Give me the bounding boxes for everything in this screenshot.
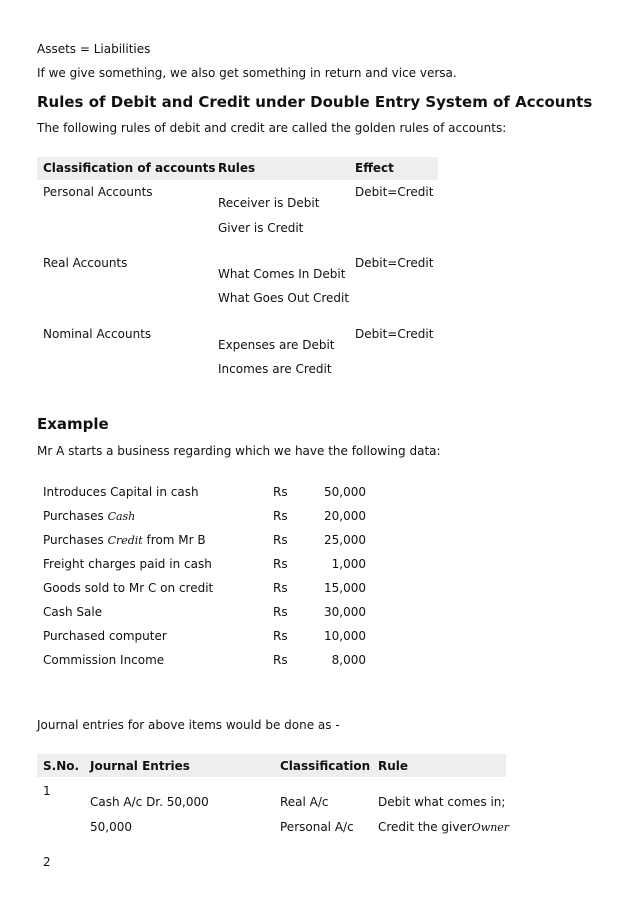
rules-row-effect: Debit=Credit	[355, 256, 434, 270]
example-item-label: Introduces Capital in cash	[43, 485, 199, 499]
journal-rule: Debit what comes in;	[378, 795, 506, 809]
example-item-currency: Rs	[273, 653, 288, 667]
example-item-amount: 25,000	[324, 533, 366, 547]
example-item-amount: 10,000	[324, 629, 366, 643]
journal-classification: Personal A/c	[280, 820, 354, 834]
rules-row-classification: Nominal Accounts	[43, 327, 152, 341]
example-item-label: Purchases Cash	[43, 509, 136, 523]
example-item-currency: Rs	[273, 485, 288, 499]
example-item-label: Commission Income	[43, 653, 165, 667]
example-item-amount: 8,000	[331, 653, 366, 667]
rules-header-effect: Effect	[355, 161, 394, 175]
rules-row-rule-1: What Comes In Debit	[218, 267, 346, 281]
journal-header-rule: Rule	[378, 759, 409, 773]
rules-header-classification: Classification of accounts	[43, 161, 216, 175]
example-item-amount: 50,000	[324, 485, 366, 499]
example-item-label: Purchases Credit from Mr B	[43, 533, 206, 547]
rules-header-rules: Rules	[218, 161, 256, 175]
example-heading: Example	[37, 415, 109, 433]
example-item-label: Freight charges paid in cash	[43, 557, 212, 571]
rules-heading: Rules of Debit and Credit under Double Entry System of Accounts	[37, 93, 593, 111]
example-item-currency: Rs	[273, 509, 288, 523]
rules-row-classification: Personal Accounts	[43, 185, 153, 199]
rules-row-classification: Real Accounts	[43, 256, 128, 270]
rules-row-rule-1: Receiver is Debit	[218, 196, 320, 210]
journal-header-classification: Classification	[280, 759, 371, 773]
example-item-currency: Rs	[273, 581, 288, 595]
journal-entry: Cash A/c Dr. 50,000	[90, 795, 209, 809]
example-item-label: Cash Sale	[43, 605, 103, 619]
journal-row-sno: 1	[43, 784, 51, 798]
rules-row-rule-2: Giver is Credit	[218, 221, 304, 235]
journal-row-sno: 2	[43, 855, 51, 869]
example-item-currency: Rs	[273, 557, 288, 571]
journal-header-sno: S.No.	[43, 759, 80, 773]
rules-row-rule-2: What Goes Out Credit	[218, 291, 350, 305]
journal-intro: Journal entries for above items would be done as -	[37, 718, 340, 732]
example-item-currency: Rs	[273, 533, 288, 547]
rules-row-rule-1: Expenses are Debit	[218, 338, 335, 352]
rules-row-effect: Debit=Credit	[355, 327, 434, 341]
example-item-currency: Rs	[273, 605, 288, 619]
example-item-amount: 15,000	[324, 581, 366, 595]
example-item-amount: 1,000	[331, 557, 366, 571]
example-description: Mr A starts a business regarding which we have the following data:	[37, 444, 441, 458]
journal-classification: Real A/c	[280, 795, 329, 809]
intro-line-2: If we give something, we also get something in return and vice versa.	[37, 66, 457, 80]
journal-rule: Credit the giverOwner	[378, 820, 510, 834]
intro-line-1: Assets = Liabilities	[37, 42, 151, 56]
example-item-amount: 30,000	[324, 605, 366, 619]
example-item-label: Purchased computer	[43, 629, 167, 643]
example-item-note: Cash	[107, 510, 136, 523]
journal-entry: 50,000	[90, 820, 132, 834]
rules-description: The following rules of debit and credit are called the golden rules of accounts:	[37, 121, 507, 135]
journal-rule-note: Owner	[471, 821, 510, 834]
example-item-currency: Rs	[273, 629, 288, 643]
example-item-note: Credit	[107, 534, 143, 547]
rules-row-effect: Debit=Credit	[355, 185, 434, 199]
journal-header-entries: Journal Entries	[90, 759, 190, 773]
rules-row-rule-2: Incomes are Credit	[218, 362, 332, 376]
example-item-amount: 20,000	[324, 509, 366, 523]
example-item-label: Goods sold to Mr C on credit	[43, 581, 214, 595]
